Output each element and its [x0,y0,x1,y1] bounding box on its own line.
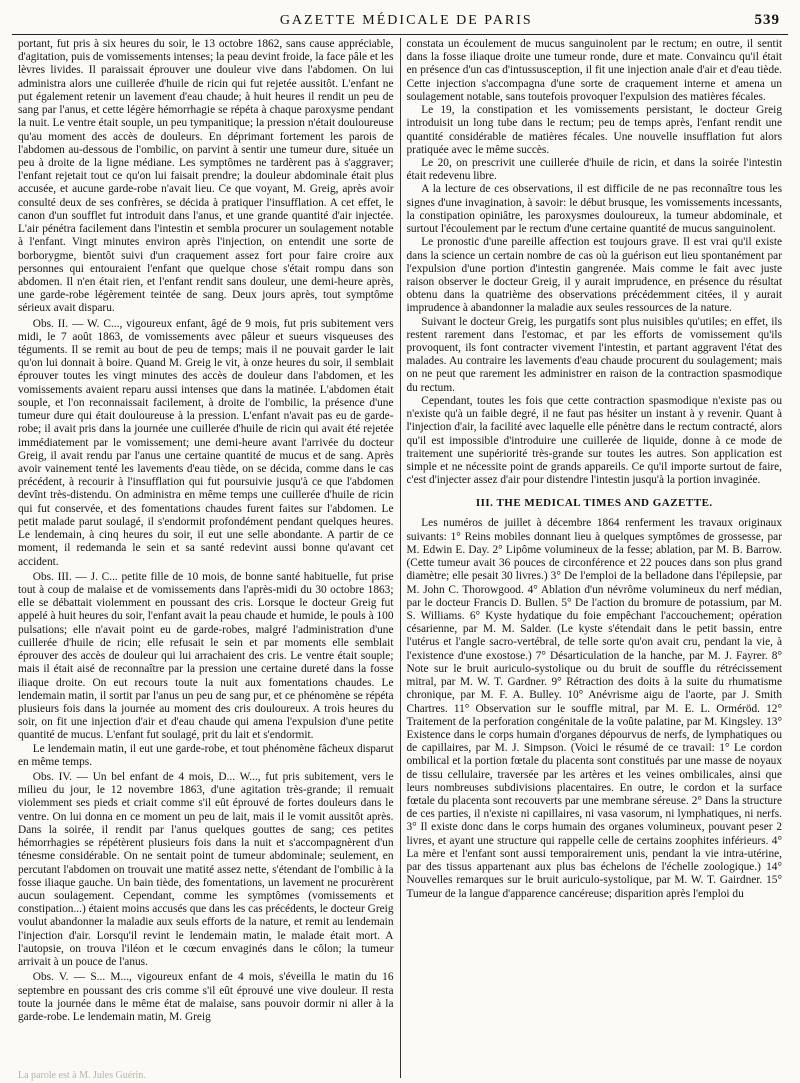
paragraph: portant, fut pris à six heures du soir, le 13 octobre 1862, sans cause appréciable, d'agitation, puis de vomissements intenses; la peau devint froide, la face pâle et les lèvres livides. Il paraissait éprouver une douleur vive dans l'abdomen. On lui administra alors une cuillerée d'huile de ricin qui fut rejetée aussitôt. L'enfant ne put également retenir un lavement d'eau chaude; à huit heures il rendit un peu de sang par l'anus, et cette légère hémorrhagie se répéta à chaque paroxysme pendant la nuit. Le ventre était souple, un peu tympanitique; la pression n'était douloureuse qu'au moment des accès de douleurs. En déprimant fortement les parois de l'abdomen au-dessous de l'ombilic, on parvint à sentir une tumeur dure, située un peu à droite de la ligne médiane. Les symptômes ne tardèrent pas à s'aggraver; l'enfant rejetait tout ce qu'on lui faisait prendre; la douleur abdominale était plus accusée, et aucune garde-robe n'avait lieu. Ce que voyant, M. Greig, après avoir consulté deux de ses confrères, se décida à pratiquer l'insufflation. A cet effet, le canon d'un soufflet fut introduit dans l'anus, et une grande quantité d'air injectée. L'air pénétra facilement dans l'intestin et sembla procurer un soulagement notable à l'enfant. Vingt minutes environ après l'injection, on entendit une sorte de borborygme, bientôt suivi d'un craquement assez fort pour faire croire aux personnes qui entouraient l'enfant que quelque chose s'était rompu dans son abdomen. Il n'en était rien, et l'enfant rendit sans douleur, une demi-heure après, une garde-robe légèrement teintée de sang. Deux jours après, tout symptôme sérieux avait disparu. [18,38,394,315]
paragraph: Le 20, on prescrivit une cuillerée d'huile de ricin, et dans la soirée l'intestin était redevenu libre. [406,156,782,183]
left-column [12,38,400,1078]
running-head [12,12,788,32]
journal-title: GAZETTE MÉDICALE DE PARIS [279,13,533,28]
paragraph: A la lecture de ces observations, il est difficile de ne pas reconnaître tous les signes d'une invagination, à savoir: le début brusque, les vomissements incessants, la constipation opiniâtre, les paroxysmes douloureux, la tumeur abdominale, et surtout l'écoulement par le rectum d'une certaine quantité de mucus sanguinolent. [406,183,782,236]
observation-2: Obs. II. — W. C..., vigoureux enfant, âgé de 9 mois, fut pris subitement vers midi, le 7 août 1863, de vomissements avec pâleur et sueurs visqueuses des téguments. Il se remit au bout de peu de temps; mais il ne pouvait garder le lait qu'on lui donnait à boire. Quand M. Greig le vit, à onze heures du soir, il semblait éprouver toutes les vingt minutes des accès de douleur dans l'abdomen, et les vomissements avaient reparu aussi intenses que dans la matinée. L'abdomen était souple, et l'on reconnaissait facilement, à droite de l'ombilic, la présence d'une tumeur dure qui était douloureuse à la pression. L'enfant n'avait pas eu de garde-robe; il avait pris dans la journée une cuillerée d'huile de ricin qui avait été rejetée immédiatement par le vomissement; une demi-heure avant l'arrivée du docteur Greig, il avait rendu par l'anus une certaine quantité de mucus et de sang. Après avoir vainement tenté les lavements d'eau tiède, on se décida, comme dans le cas précédent, à recourir à l'insufflation qui fut poursuivie jusqu'à ce que l'abdomen devînt très-distendu. On administra en même temps une cuillerée d'huile de ricin qui fut conservée, et des fomentations chaudes furent faites sur l'abdomen. Le petit malade parut soulagé, il s'endormit profondément pendant quelques heures. Le lendemain, à cinq heures du soir, il eut une selle abondante. A partir de ce moment, il redemanda le sein et sa santé redevint aussi bonne qu'avant cet accident. [18,317,394,568]
paragraph: constata un écoulement de mucus sanguinolent par le rectum; en outre, il sentit dans la fosse iliaque droite une tumeur ronde, dure et mate. Convaincu qu'il était en présence d'un cas d'intussusception, il fit une injection anale d'air et d'eau tiède. Cette injection s'accompagna d'une sorte de craquement interne et amena un soulagement notable, sans toutefois provoquer l'expulsion des matières fécales. [406,38,782,103]
paragraph: Le 19, la constipation et les vomissements persistant, le docteur Greig introduisit un long tube dans le rectum; peu de temps après, l'enfant rendit une quantité considérable de matières fécales. Une nouvelle insufflation fut alors pratiquée avec le même succès. [406,104,782,156]
page-number: 539 [754,12,780,28]
paragraph: Suivant le docteur Greig, les purgatifs sont plus nuisibles qu'utiles; en effet, ils restent rarement dans l'estomac, et par les efforts de vomissement qu'ils provoquent, ils font contracter vivement l'intestin, et partant aggravent l'état des malades. Au contraire les lavements d'eau chaude procurent du soulagement; mais on ne peut que rarement les administrer en raison de la contraction spasmodique du rectum. [406,315,782,394]
observation-5: Obs. V. — S... M..., vigoureux enfant de 4 mois, s'éveilla le matin du 16 septembre en poussant des cris comme s'il eût éprouvé une vive douleur. Il resta toute la journée dans le même état de malaise, sans pouvoir dormir ni aller à la garde-robe. Le lendemain matin, M. Greig [18,971,394,1023]
section-heading: III. THE MEDICAL TIMES AND GAZETTE. [475,497,713,510]
paragraph: Les numéros de juillet à décembre 1864 renferment les travaux originaux suivants: 1° Reins mobiles donnant lieu à quelques symptômes de grossesse, par M. Edwin E. Day. 2° Lipôme volumineux de la fesse; ablation, par M. B. Barrow. (Cette tumeur avait 36 pouces de circonférence et 22 pouces dans son plus grand diamètre; elle pesait 30 livres.) 3° De l'emploi de la belladone dans l'épilepsie, par M. John C. Thorowgood. 4° Ablation d'un névrôme volumineux du nerf médian, par le docteur Francis D. Bullen. 5° De l'action du bromure de potassium, par M. S. Williams. 6° Kyste hydatique du foie empêchant l'accouchement; opération césarienne, par M. M. Salder. (Le kyste s'étendait dans le petit bassin, entre l'utérus et l'angle sacro-vertébral, de telle sorte qu'on avait cru, pendant la vie, à l'existence d'une exostose.) 7° Désarticulation de la hanche, par M. J. Fayrer. 8° Note sur le bruit auriculo-systolique ou du bruit de souffle du rétrécissement mitral, par M. W. T. Gardner. 9° Rétraction des doits à la suite du rhumatisme chronique, par M. F. A. Bulley. 10° Anévrisme aigu de l'aorte, par J. Smith Chartres. 11° Observation sur le souffle mitral, par M. E. L. Orméröd. 12° Traitement de la perforation congénitale de la voûte palatine, par M. Kingsley. 13° Existence dans le corps humain d'organes dépourvus de nerfs, de lymphatiques ou de capillaires, par M. J. Simpson. (Voici le résumé de ce travail: 1° Le cordon ombilical et la portion fœtale du placenta sont constitués par une masse de noyaux de tissu cellulaire, traversée par les artères et les veines ombilicales, ainsi que leurs nombreuses subdivisions placentaires. En outre, le cordon et la surface fœtale du placenta sont recouverts par une membrane séreuse. 2° Dans la structure de ces parties, il n'existe ni capillaires, ni vasa vasorum, ni lymphatiques, ni nerfs. 3° Il existe donc dans le corps humain des organes volumineux, pouvant peser 2 livres, et ayant une structure qui rappelle celle de certains zoophites inférieurs. 4° La mère et l'enfant sont aussi temporairement unis, pendant la vie intra-utérine, par des tissus appartenant aux plus bas échelons de l'échelle zoologique.) 14° Nouvelles remarques sur le bruit auriculo-systolique, par M. W. T. Gairdner. 15° Tumeur de la langue d'apparence cancéreuse; disparition après l'emploi du [406,517,782,900]
text-columns [12,38,788,1078]
header-rule [12,34,788,35]
right-column [400,38,789,1078]
paragraph: Cependant, toutes les fois que cette contraction spasmodique n'existe pas ou n'existe qu'à un faible degré, il ne faut pas hésiter un instant à y revenir. Quant à l'injection d'air, la facilité avec laquelle elle pénètre dans le rectum contracté, alors qu'il est impossible d'introduire une cuillerée de liquide, donne à ce mode de traitement une supériorité très-grande sur toutes les autres. Son application est simple et ne nécessite point de grands appareils. Ce qu'il importe surtout de faire, c'est d'injecter assez d'air pour distendre l'intestin jusqu'à la portion invaginée. [406,394,782,487]
observation-3: Obs. III. — J. C... petite fille de 10 mois, de bonne santé habituelle, fut prise tout à coup de malaise et de vomissements dans l'après-midi du 30 octobre 1863; elle se débattait violemment en poussant des cris. Lorsque le docteur Greig fut appelé à huit heures du soir, l'enfant avait la peau chaude et humide, le pouls à 100 pulsations; elle n'avait point eu de garde-robes, malgré l'administration d'une cuillerée d'huile de ricin; elle refusait le sein et par moments elle semblait éprouver des accès de douleur qui lui arrachaient des cris. Le ventre était souple; mais il était aisé de reconnaître par la pression une certaine dureté dans la fosse iliaque droite. On eut recours toute la nuit aux fomentations chaudes. Le lendemain matin, il sortit par l'anus un peu de sang pur, et ce phénomène se répéta plusieurs fois dans la journée au moment des cris douloureux. A trois heures du soir, on fit une injection d'air et d'eau chaude qui amena l'expulsion d'une petite quantité de mucus. L'enfant fut soulagé, prit du lait et s'endormit. [18,570,394,742]
observation-4: Obs. IV. — Un bel enfant de 4 mois, D... W..., fut pris subitement, vers le milieu du jour, le 12 novembre 1863, d'une agitation très-grande; il remuait violemment ses pieds et criait comme s'il eût éprouvé de fortes douleurs dans le ventre. On lui donna en ce moment un peu de lait, mais il le vomit aussitôt après. Dans la soirée, il rendit par l'anus quelques gouttes de sang; ces petites hémorrhagies se répétèrent plusieurs fois dans la nuit et s'accompagnèrent d'un ténesme considérable. On ne sentait point de tumeur abdominale; seulement, en percutant l'abdomen on trouvait une matité assez nette, s'étendant de l'ombilic à la fosse iliaque gauche. Un bain tiède, des fomentations, un lavement ne procurèrent aucun soulagement. Cependant, comme les symptômes (vomissements et constipation...) étaient moins accusés que dans les cas précédents, le docteur Greig voulut abandonner la maladie aux seuls efforts de la nature, et remit au lendemain l'injection d'air. Lorsqu'il revint le lendemain matin, le malade était mort. A l'autopsie, on trouva l'iléon et le cœcum envaginés dans le côlon; la tumeur arrivait à un pouce de l'anus. [18,771,394,969]
paragraph: Le pronostic d'une pareille affection est toujours grave. Il est vrai qu'il existe dans la science un certain nombre de cas où la guérison eut lieu spontanément par l'expulsion d'une portion d'intestin gangrenée. Mais comme le fait avec juste raison observer le docteur Greig, il y aurait imprudence, en présence du résultat obtenu dans la quatrième des observations précédemment citées, il y aurait imprudence à abandonner la maladie aux seules ressources de la nature. [406,236,782,315]
paragraph: Le lendemain matin, il eut une garde-robe, et tout phénomène fâcheux disparut en même temps. [18,742,394,768]
bleed-through-text: La parole est à M. Jules Guérin. [18,1070,146,1081]
